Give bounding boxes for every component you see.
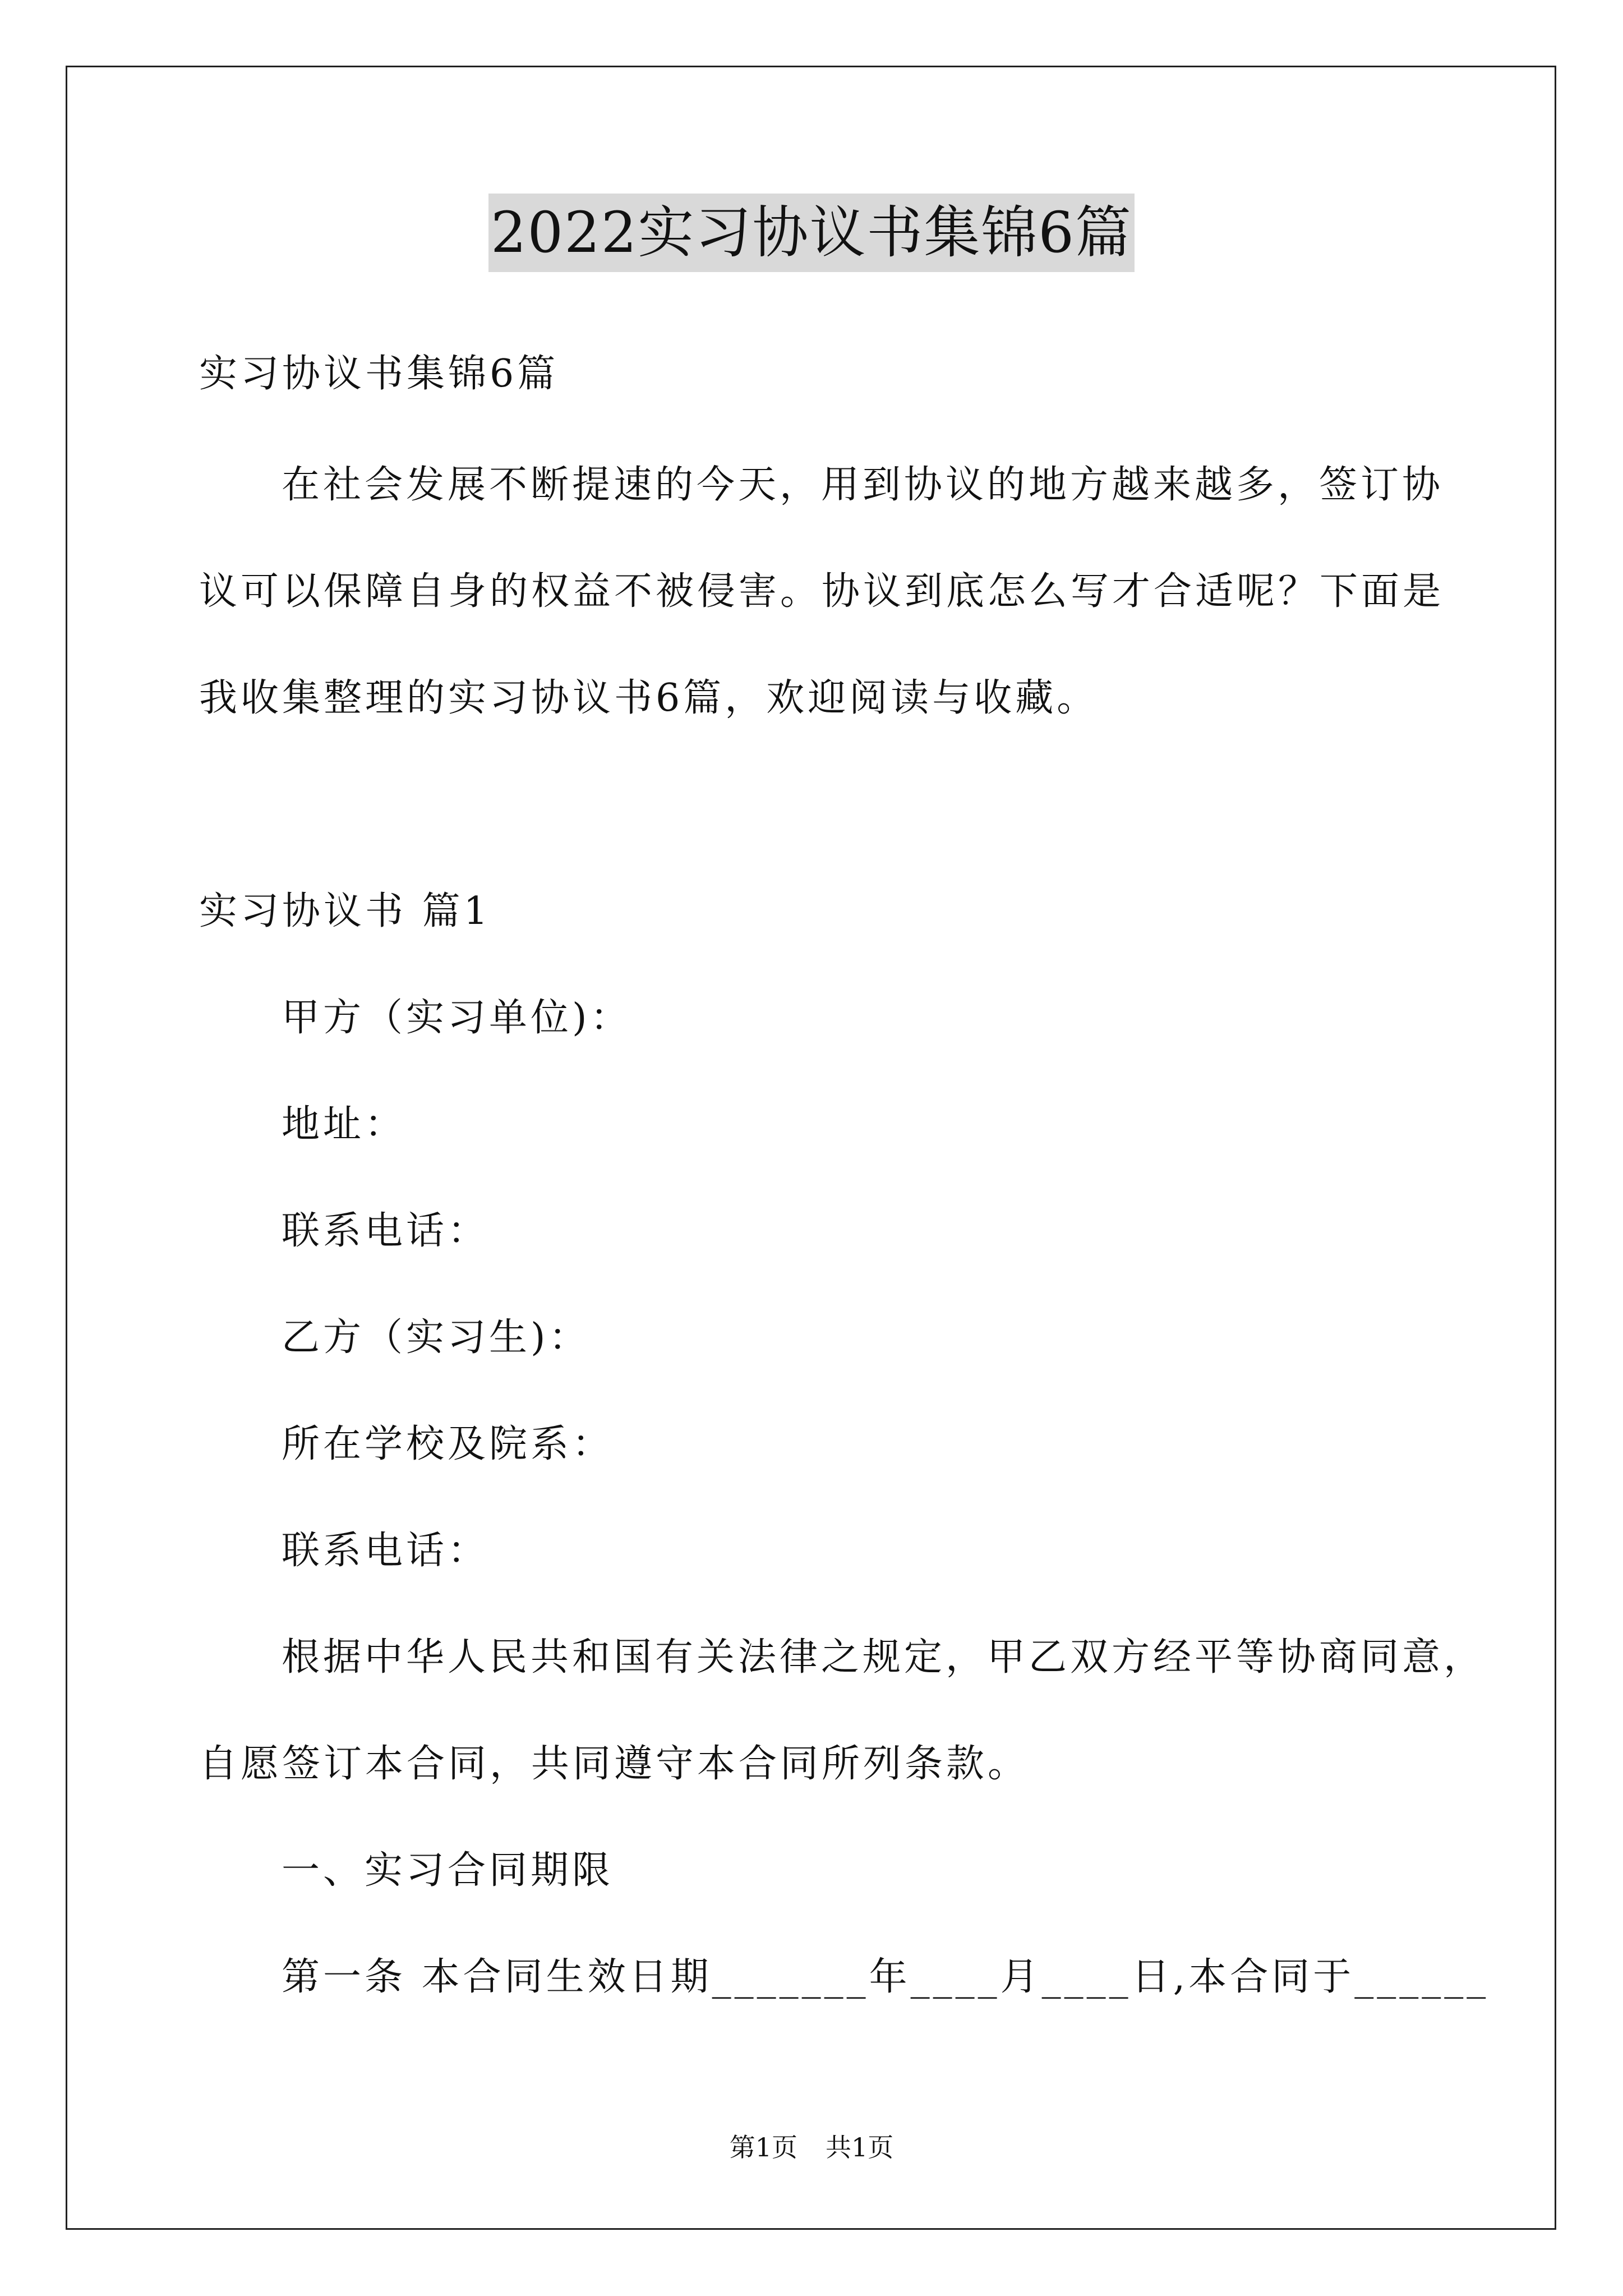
page-number: 第1页	[729, 2132, 797, 2162]
school-field: 所在学校及院系：	[282, 1422, 614, 1466]
section-heading: 一、实习合同期限	[282, 1848, 614, 1893]
party-b-field: 乙方（实习生)：	[282, 1315, 591, 1360]
page-footer	[0, 2131, 1623, 2164]
paragraph-line: 根据中华人民共和国有关法律之规定，甲乙双方经平等协商同意，	[282, 1635, 1486, 1680]
clause-line: 第一条 本合同生效日期_______年____月____日,本合同于______	[282, 1955, 1490, 1999]
paragraph-line: 我收集整理的实习协议书6篇，欢迎阅读与收藏。	[199, 676, 1099, 720]
title-container	[0, 194, 1623, 272]
party-a-field: 甲方（实习单位)：	[282, 996, 632, 1040]
subtitle: 实习协议书集锦6篇	[199, 352, 559, 396]
address-field: 地址：	[282, 1102, 407, 1147]
phone-field: 联系电话：	[282, 1209, 490, 1253]
paragraph-line: 自愿签订本合同，共同遵守本合同所列条款。	[199, 1742, 1030, 1786]
page-total: 共1页	[826, 2132, 894, 2162]
paragraph-line: 议可以保障自身的权益不被侵害。协议到底怎么写才合适呢？下面是	[199, 569, 1445, 614]
document-title: 2022实习协议书集锦6篇	[488, 194, 1135, 272]
paragraph-line: 在社会发展不断提速的今天，用到协议的地方越来越多，签订协	[282, 463, 1444, 507]
phone-field: 联系电话：	[282, 1529, 490, 1573]
section-heading: 实习协议书 篇1	[199, 889, 491, 933]
